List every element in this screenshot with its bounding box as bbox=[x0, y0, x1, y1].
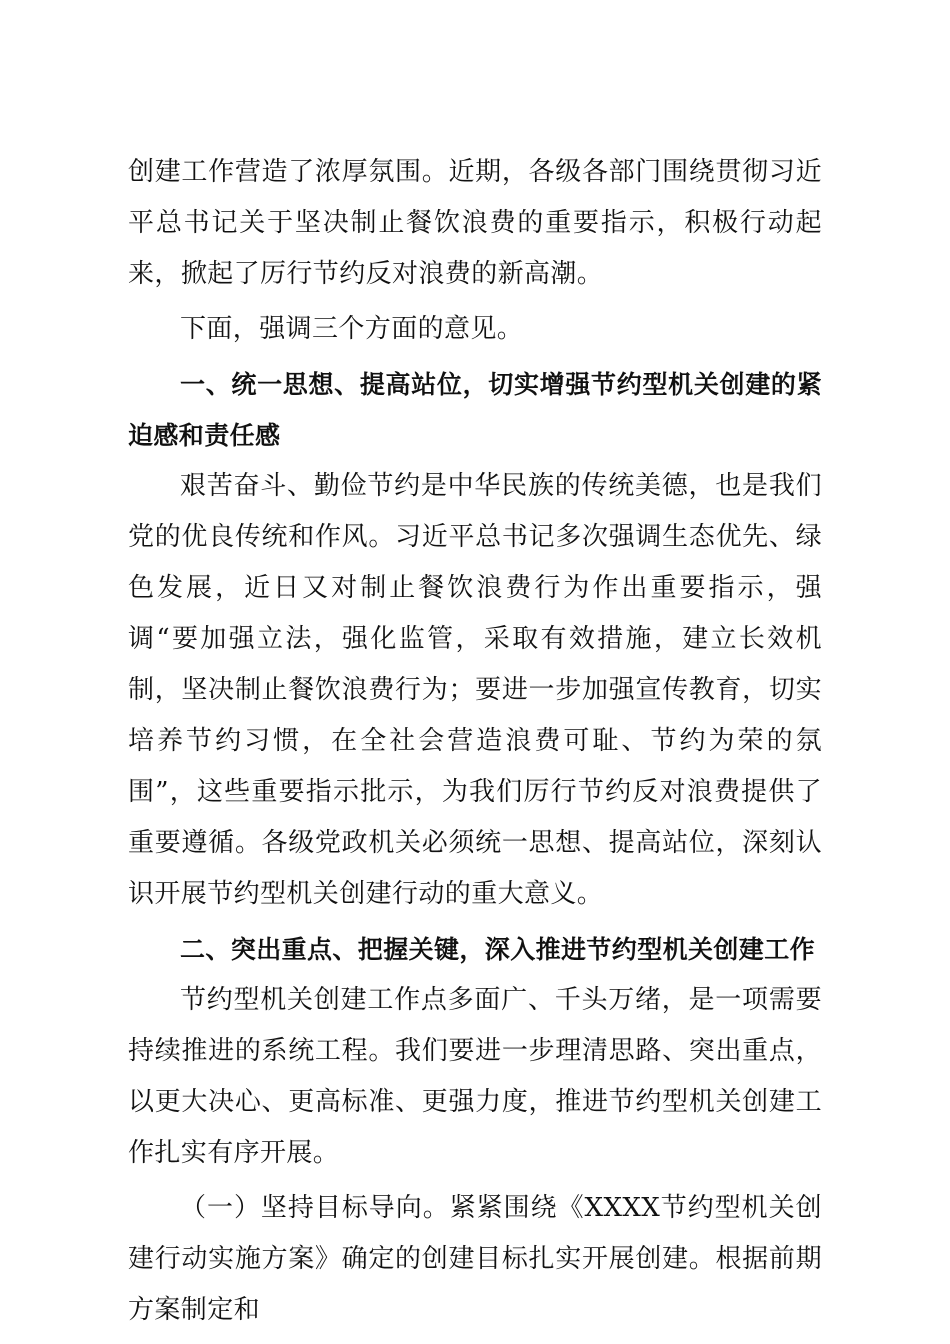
paragraph-subsection-1: （一）坚持目标导向。紧紧围绕《XXXX节约型机关创建行动实施方案》确定的创建目标扎实开展创建。根据前期方案制定和 bbox=[128, 1193, 822, 1325]
section-heading-1: 一、统一思想、提高站位，切实增强节约型机关创建的紧迫感和责任感 bbox=[128, 370, 822, 450]
section-heading-2: 二、突出重点、把握关键，深入推进节约型机关创建工作 bbox=[180, 935, 816, 964]
paragraph-section-2: 节约型机关创建工作点多面广、千头万绪，是一项需要持续推进的系统工程。我们要进一步理清思路、突出重点，以更大决心、更高标准、更强力度，推进节约型机关创建工作扎实有序开展。 bbox=[128, 985, 822, 1168]
paragraph-opinions-intro: 下面，强调三个方面的意见。 bbox=[180, 314, 524, 344]
document-body bbox=[128, 147, 822, 1336]
paragraph-section-1: 艰苦奋斗、勤俭节约是中华民族的传统美德，也是我们党的优良传统和作风。习近平总书记多次强调生态优先、绿色发展，近日又对制止餐饮浪费行为作出重要指示，强调“要加强立法，强化监管，采取有效措施，建立长效机制，坚决制止餐饮浪费行为；要进一步加强宣传教育，切实培养节约习惯，在全社会营造浪费可耻、节约为荣的氛围”，这些重要指示批示，为我们厉行节约反对浪费提供了重要遵循。各级党政机关必须统一思想、提高站位，深刻认识开展节约型机关创建行动的重大意义。 bbox=[128, 471, 822, 909]
paragraph-intro-continuation: 创建工作营造了浓厚氛围。近期，各级各部门围绕贯彻习近平总书记关于坚决制止餐饮浪费的重要指示，积极行动起来，掀起了厉行节约反对浪费的新高潮。 bbox=[128, 157, 822, 289]
